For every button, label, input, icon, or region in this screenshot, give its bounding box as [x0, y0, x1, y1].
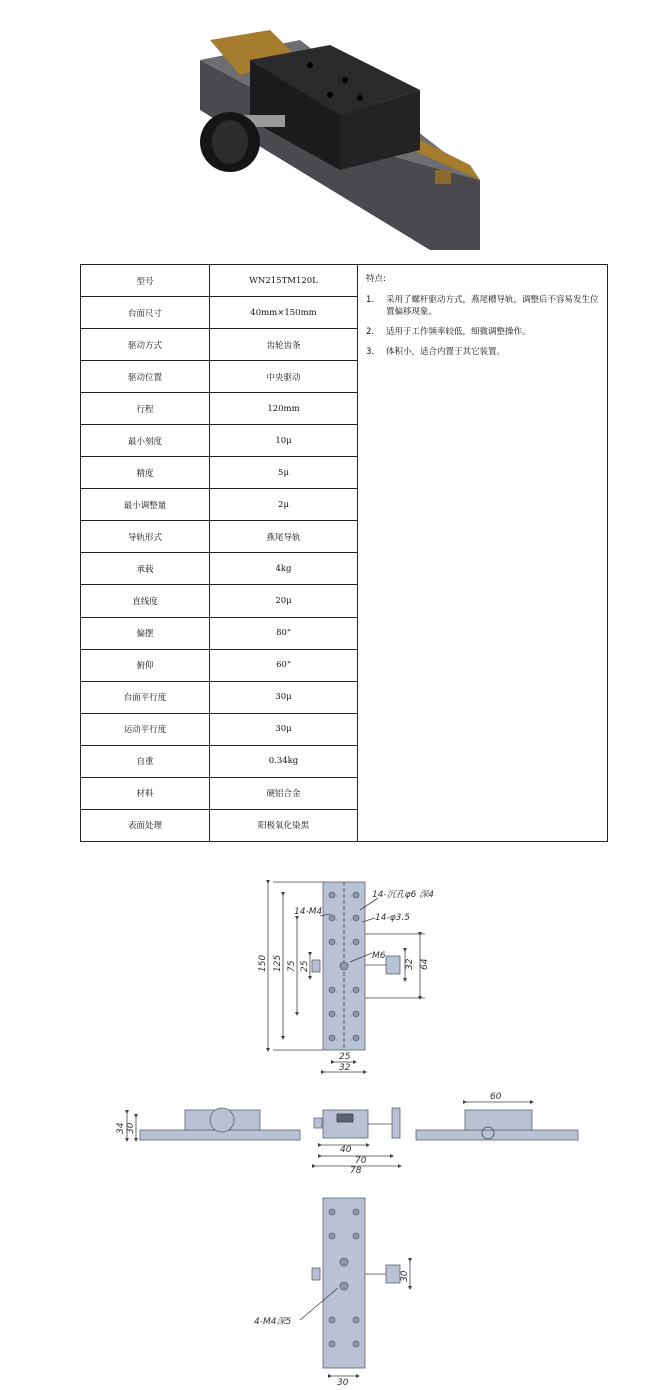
spec-value: 齿轮齿条: [210, 329, 358, 361]
clamp-screw: [435, 170, 451, 184]
m6-label: M6: [372, 951, 386, 961]
spec-label: 精度: [81, 457, 210, 489]
feature-num: 1.: [366, 294, 375, 305]
spec-value: 阳极氧化染黑: [210, 809, 358, 841]
spec-label: 运动平行度: [81, 713, 210, 745]
feature-text: 适用于工作频率较低，细微调整操作。: [386, 326, 531, 337]
technical-drawing: [0, 850, 662, 1390]
spec-label: 偏摆: [81, 617, 210, 649]
spec-table: [80, 264, 608, 842]
hole-label: 14-φ3.5: [375, 913, 410, 923]
spec-label: 最小刻度: [81, 425, 210, 457]
dim-25-h: 25: [339, 1052, 351, 1062]
dim-150: 150: [258, 954, 268, 972]
spec-value: 20μ: [210, 585, 358, 617]
spec-label: 行程: [81, 393, 210, 425]
spec-label: 驱动位置: [81, 361, 210, 393]
dim-75: 75: [287, 960, 297, 972]
feature-num: 3.: [366, 346, 375, 357]
feature-text: 采用了螺杆驱动方式，燕尾槽导轨，调整后不容易发生位置偏移现象。: [386, 294, 599, 317]
knob-side: [386, 956, 400, 974]
dim-78: 78: [350, 1166, 362, 1176]
spec-label: 型号: [81, 265, 210, 297]
spec-label: 台面尺寸: [81, 297, 210, 329]
spec-value: 60": [210, 649, 358, 681]
spec-label: 直线度: [81, 585, 210, 617]
knob-face: [212, 120, 248, 164]
feature-text: 体积小，适合内置于其它装置。: [386, 346, 506, 357]
hole: [342, 77, 348, 83]
dim-40: 40: [340, 1145, 352, 1155]
feature-item: [366, 347, 599, 359]
knob-small: [312, 960, 320, 972]
spec-value: 燕尾导轨: [210, 521, 358, 553]
spec-value: 120mm: [210, 393, 358, 425]
spec-value: 30μ: [210, 681, 358, 713]
spec-value: 5μ: [210, 457, 358, 489]
dim-34: 34: [116, 1122, 126, 1134]
spec-label: 自重: [81, 745, 210, 777]
side-view-right: [416, 1102, 578, 1140]
spec-label: 材料: [81, 777, 210, 809]
spec-label: 导轨形式: [81, 521, 210, 553]
dim-64: 64: [420, 958, 430, 970]
feature-item: [366, 295, 599, 319]
spec-value: 4kg: [210, 553, 358, 585]
side-knob: [210, 1108, 234, 1132]
dim-60: 60: [490, 1092, 502, 1102]
counterbore-label: 14-沉孔φ6 深4: [372, 890, 434, 900]
feature-num: 2.: [366, 326, 375, 337]
spec-label: 最小调整量: [81, 489, 210, 521]
dim-125: 125: [273, 954, 283, 972]
spec-label: 表面处理: [81, 809, 210, 841]
bottom-view: [300, 1198, 410, 1376]
spec-value: 80": [210, 617, 358, 649]
dim-32-v: 32: [405, 958, 415, 970]
dim-30-h-bottom: 30: [337, 1378, 349, 1388]
dim-25-v: 25: [300, 960, 310, 972]
side-view-left: [127, 1108, 300, 1140]
hole: [327, 92, 333, 98]
top-view: [268, 882, 425, 1072]
spec-value: 硬铝合金: [210, 777, 358, 809]
table-row: [81, 265, 608, 297]
spec-value: 0.34kg: [210, 745, 358, 777]
m4-label: 14-M4: [294, 907, 323, 917]
features-cell: [358, 265, 608, 842]
spec-label: 驱动方式: [81, 329, 210, 361]
spec-value: 30μ: [210, 713, 358, 745]
spec-label: 俯仰: [81, 649, 210, 681]
feature-item: [366, 327, 599, 339]
dim-32-h: 32: [339, 1063, 351, 1073]
spec-value: 10μ: [210, 425, 358, 457]
spec-value: 40mm×150mm: [210, 297, 358, 329]
features-title: 特点:: [366, 274, 386, 284]
m4-depth-label: 4-M4深5: [254, 1317, 292, 1327]
spec-label: 台面平行度: [81, 681, 210, 713]
hole: [307, 62, 313, 68]
dim-30-side: 30: [126, 1122, 136, 1134]
spec-value: 2μ: [210, 489, 358, 521]
spec-label: 承载: [81, 553, 210, 585]
dim-70: 70: [355, 1156, 367, 1166]
hole: [357, 95, 363, 101]
spec-value: WN215TM120L: [210, 265, 358, 297]
product-photo: [180, 20, 500, 250]
dim-30-v-bottom: 30: [400, 1270, 410, 1282]
spec-value: 中央驱动: [210, 361, 358, 393]
